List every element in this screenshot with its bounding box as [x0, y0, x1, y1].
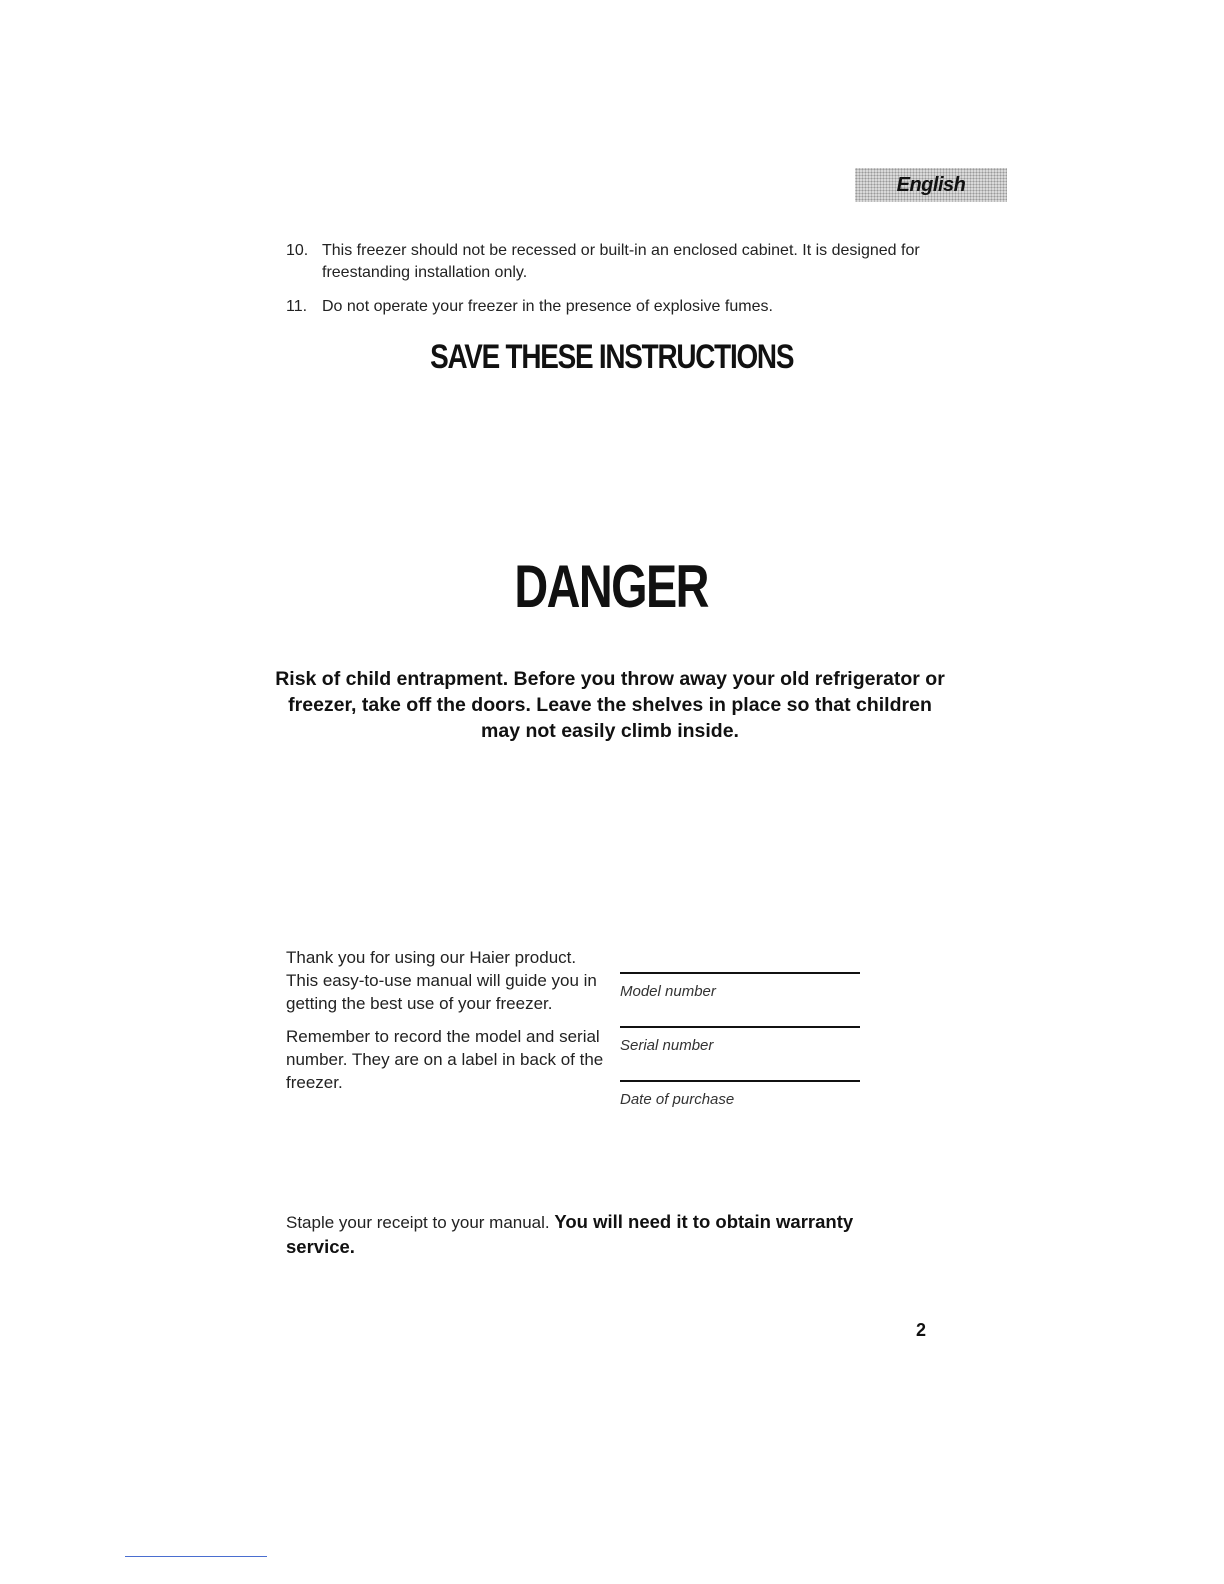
staple-note-bold: You will need it to obtain warranty service.	[286, 1211, 854, 1257]
list-item-number: 10.	[286, 242, 309, 259]
list-item	[286, 240, 926, 284]
language-tab-label: English	[896, 173, 966, 196]
serial-number-field: Serial number	[620, 1026, 860, 1080]
model-number-field: Model number	[620, 972, 860, 1026]
date-of-purchase-field: Date of purchase	[620, 1080, 860, 1134]
instruction-list	[286, 240, 926, 330]
save-instructions-heading: SAVE THESE INSTRUCTIONS	[430, 338, 794, 376]
intro-text	[286, 946, 606, 1104]
record-fields	[620, 972, 860, 1134]
intro-paragraph-record: Remember to record the model and serial number. They are on a label in back of the freezer.	[286, 1027, 604, 1092]
list-item-text: Do not operate your freezer in the presence of explosive fumes.	[322, 298, 773, 315]
staple-note-text: Staple your receipt to your manual.	[286, 1213, 550, 1232]
footer-divider	[125, 1556, 267, 1557]
list-item-text: This freezer should not be recessed or built-in an enclosed cabinet. It is designed for freestanding installation only.	[322, 242, 920, 281]
page-number: 2	[916, 1320, 927, 1340]
list-item	[286, 296, 926, 318]
staple-receipt-note	[286, 1210, 886, 1260]
intro-paragraph-thanks: Thank you for using our Haier product. This easy-to-use manual will guide you in getting the best use of your freezer.	[286, 948, 597, 1013]
danger-heading: DANGER	[514, 553, 708, 620]
language-tab	[855, 168, 1007, 202]
danger-warning-text: Risk of child entrapment. Before you throw away your old refrigerator or freezer, take off the doors. Leave the shelves in place so that children may not easily climb inside.	[275, 668, 945, 742]
list-item-number: 11.	[286, 298, 308, 315]
